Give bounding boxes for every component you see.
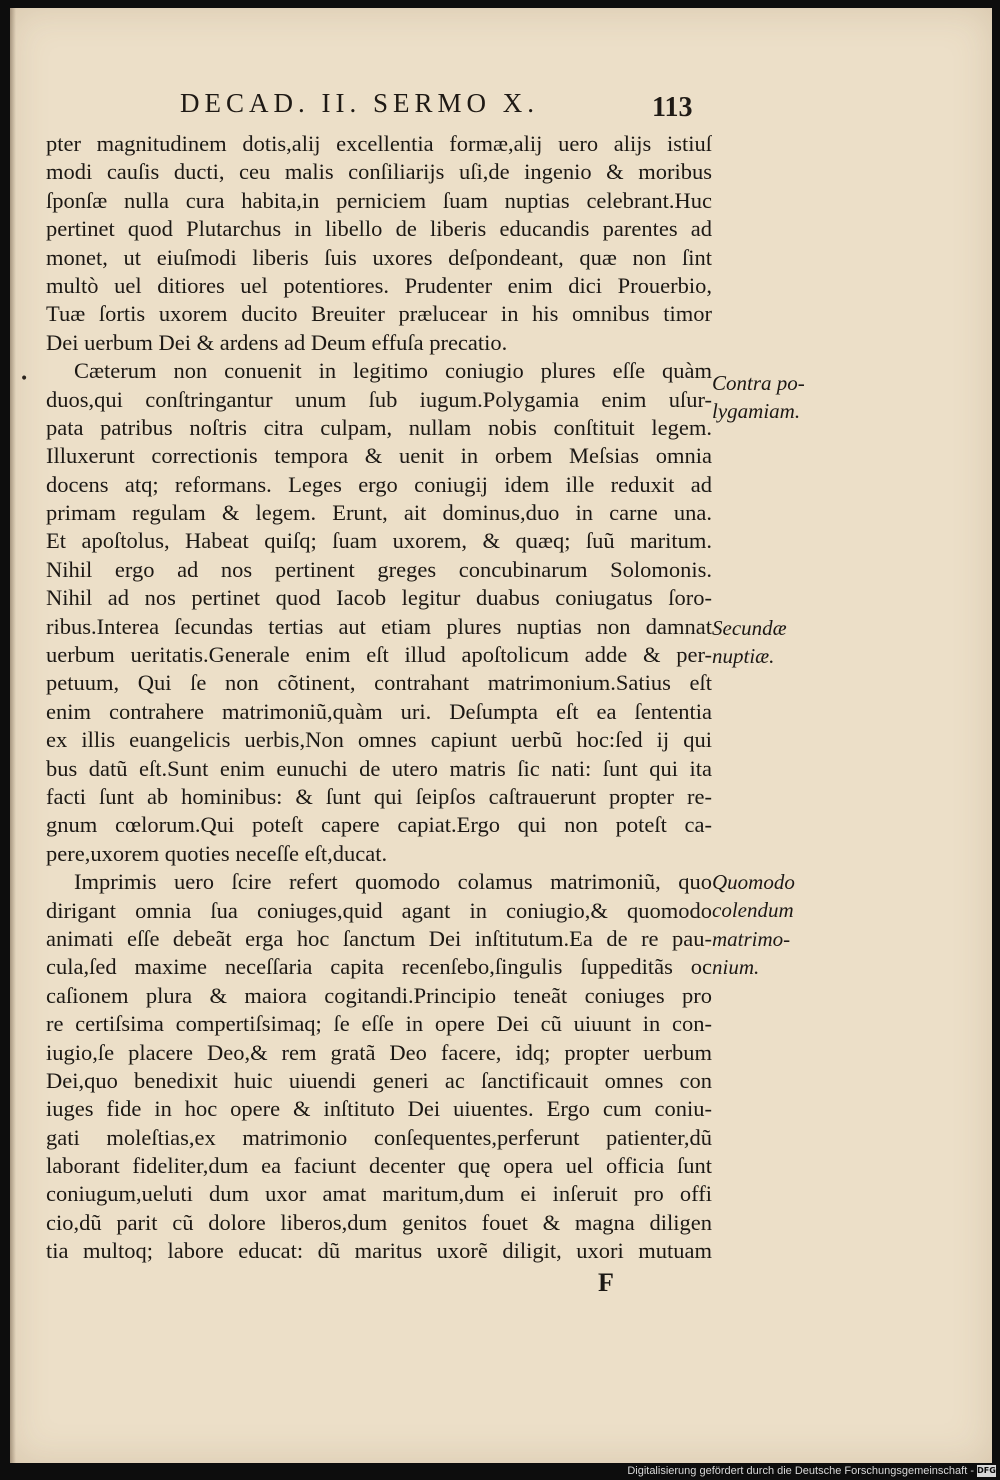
- ink-mark: •: [20, 371, 29, 387]
- text-line: Tuæ ſortis uxorem ducito Breuiter prælucear in his omnibus timor: [46, 301, 712, 327]
- text-line: dirigant omnia ſua coniuges,quid agant in coniugio,& quomodo: [46, 897, 712, 923]
- page-number: 113: [652, 92, 693, 123]
- text-line: bus datũ eſt.Sunt enim eunuchi de utero matris ſic nati: ſunt qui ita: [46, 755, 712, 781]
- paragraph-first-line: Cæterum non conuenit in legitimo coniugio plures eſſe quàm: [74, 358, 712, 384]
- margin-note-line: lygamiam.: [712, 399, 801, 424]
- text-line: enim contrahere matrimoniũ,quàm uri. Deſumpta eſt ea ſententia: [46, 698, 712, 724]
- text-line: modi cauſis ducti, ceu malis conſiliarijs uſi,de ingenio & moribus: [46, 159, 712, 185]
- text-line: pata patribus noſtris citra culpam, nullam nobis conſtituit legem.: [46, 414, 712, 440]
- margin-note-line: colendum: [712, 898, 794, 923]
- text-line: Nihil ad nos pertinet quod Iacob legitur duabus coniugatus ſoro-: [46, 585, 712, 611]
- text-line: gati moleſtias,ex matrimonio conſequentes,perferunt patienter,dũ: [46, 1124, 712, 1150]
- signature-mark: F: [598, 1268, 614, 1297]
- margin-note-second-marriage: [712, 614, 822, 671]
- text-line: pter magnitudinem dotis,alij excellentia formæ,alij uero alijs istiuſ: [46, 131, 712, 156]
- paragraph-first-line: Imprimis uero ſcire refert quomodo colamus matrimoniũ, quo: [74, 869, 712, 895]
- text-line: docens atq; reformans. Leges ergo coniugij idem ille reduxit ad: [46, 471, 712, 497]
- text-line: Nihil ergo ad nos pertinent greges concubinarum Solomonis.: [46, 556, 712, 582]
- text-line: pertinet quod Plutarchus in libello de liberis educandis parentes ad: [46, 216, 712, 242]
- text-line: ribus.Interea ſecundas tertias aut etiam plures nuptias non damnat: [46, 613, 712, 639]
- margin-note-line: nium.: [712, 955, 760, 980]
- text-line: tia multoq; labore educat: dũ maritus uxorẽ diligit, uxori mutuam: [46, 1238, 712, 1264]
- text-line: uerbum ueritatis.Generale enim eſt illud apoſtolicum adde & per-: [46, 642, 712, 668]
- margin-note-line: Contra po-: [712, 371, 805, 395]
- dfg-logo-icon: DFG: [977, 1466, 996, 1475]
- margin-note-line: matrimo-: [712, 926, 791, 951]
- text-line: petuum, Qui ſe non cõtinent, contrahant matrimonium.Satius eſt: [46, 670, 712, 696]
- text-line: laborant fideliter,dum ea faciunt decenter quę opera uel officia ſunt: [46, 1153, 712, 1179]
- text-line: duos,qui conſtringantur unum ſub iugum.Polygamia enim uſur-: [46, 386, 712, 412]
- text-line: primam regulam & legem. Erunt, ait dominus,duo in carne una.: [46, 500, 712, 526]
- footer-credit: Digitalisierung gefördert durch die Deutsche Forschungsgemeinschaft -: [627, 1465, 974, 1477]
- text-line: ſponſæ nulla cura habita,in perniciem ſuam nuptias celebrant.Huc: [46, 187, 712, 213]
- margin-note-line: nuptiæ.: [712, 644, 775, 669]
- text-line: Illuxerunt correctionis tempora & uenit in orbem Meſsias omnia: [46, 443, 712, 469]
- text-line: Dei uerbum Dei & ardens ad Deum effuſa precatio.: [46, 329, 508, 355]
- running-header: [180, 88, 710, 124]
- text-line: cio,dũ parit cũ dolore liberos,dum genitos fouet & magna diligen: [46, 1209, 712, 1235]
- page-gutter-shadow: [10, 8, 16, 1463]
- text-line: Dei,quo benedixit huic uiuendi generi ac ſanctificauit omnes con: [46, 1067, 712, 1093]
- margin-note-line: Secundæ: [712, 616, 787, 640]
- text-line: cula,ſed maxime neceſſaria capita recenſebo,ſingulis ſuppeditãs oc: [46, 954, 712, 980]
- margin-note-polygamy: [712, 369, 822, 426]
- text-line: animati eſſe debeãt erga hoc ſanctum Dei inſtitutum.Ea de re pau-: [46, 925, 712, 951]
- text-line: gnum cœlorum.Qui poteſt capere capiat.Ergo qui non poteſt ca-: [46, 812, 712, 838]
- text-line: iuges fide in hoc opere & inſtituto Dei uiuentes. Ergo cum coniu-: [46, 1096, 712, 1122]
- text-line: ex illis euangelicis uerbis,Non omnes capiunt uerbũ hoc:ſed ij qui: [46, 727, 712, 753]
- text-line: re certiſsima compertiſsimaq; ſe eſſe in opere Dei cũ uiuunt in con-: [46, 1011, 712, 1037]
- text-line: multò uel ditiores uel potentiores. Prudenter enim dici Prouerbio,: [46, 272, 712, 298]
- text-line: Et apoſtolus, Habeat quiſq; ſuam uxorem, & quæq; ſuũ maritum.: [46, 528, 712, 554]
- running-header-title: DECAD. II. SERMO X.: [180, 88, 540, 118]
- body-text: [46, 130, 712, 1266]
- text-line: coniugum,ueluti dum uxor amat maritum,dum ei inſeruit pro offi: [46, 1181, 712, 1207]
- margin-note-line: Quomodo: [712, 870, 795, 894]
- text-line: iugio,ſe placere Deo,& rem gratã Deo facere, idq; propter uerbum: [46, 1039, 712, 1065]
- text-line: caſionem plura & maiora cogitandi.Principio teneãt coniuges pro: [46, 982, 712, 1008]
- margin-note-matrimony: [712, 868, 822, 982]
- text-line: facti ſunt ab hominibus: & ſunt qui ſeipſos caſtrauerunt propter re-: [46, 783, 712, 809]
- text-line: pere,uxorem quoties neceſſe eſt,ducat.: [46, 840, 388, 866]
- text-line: monet, ut eiuſmodi liberis ſuis uxores deſpondeant, quæ non ſint: [46, 244, 712, 270]
